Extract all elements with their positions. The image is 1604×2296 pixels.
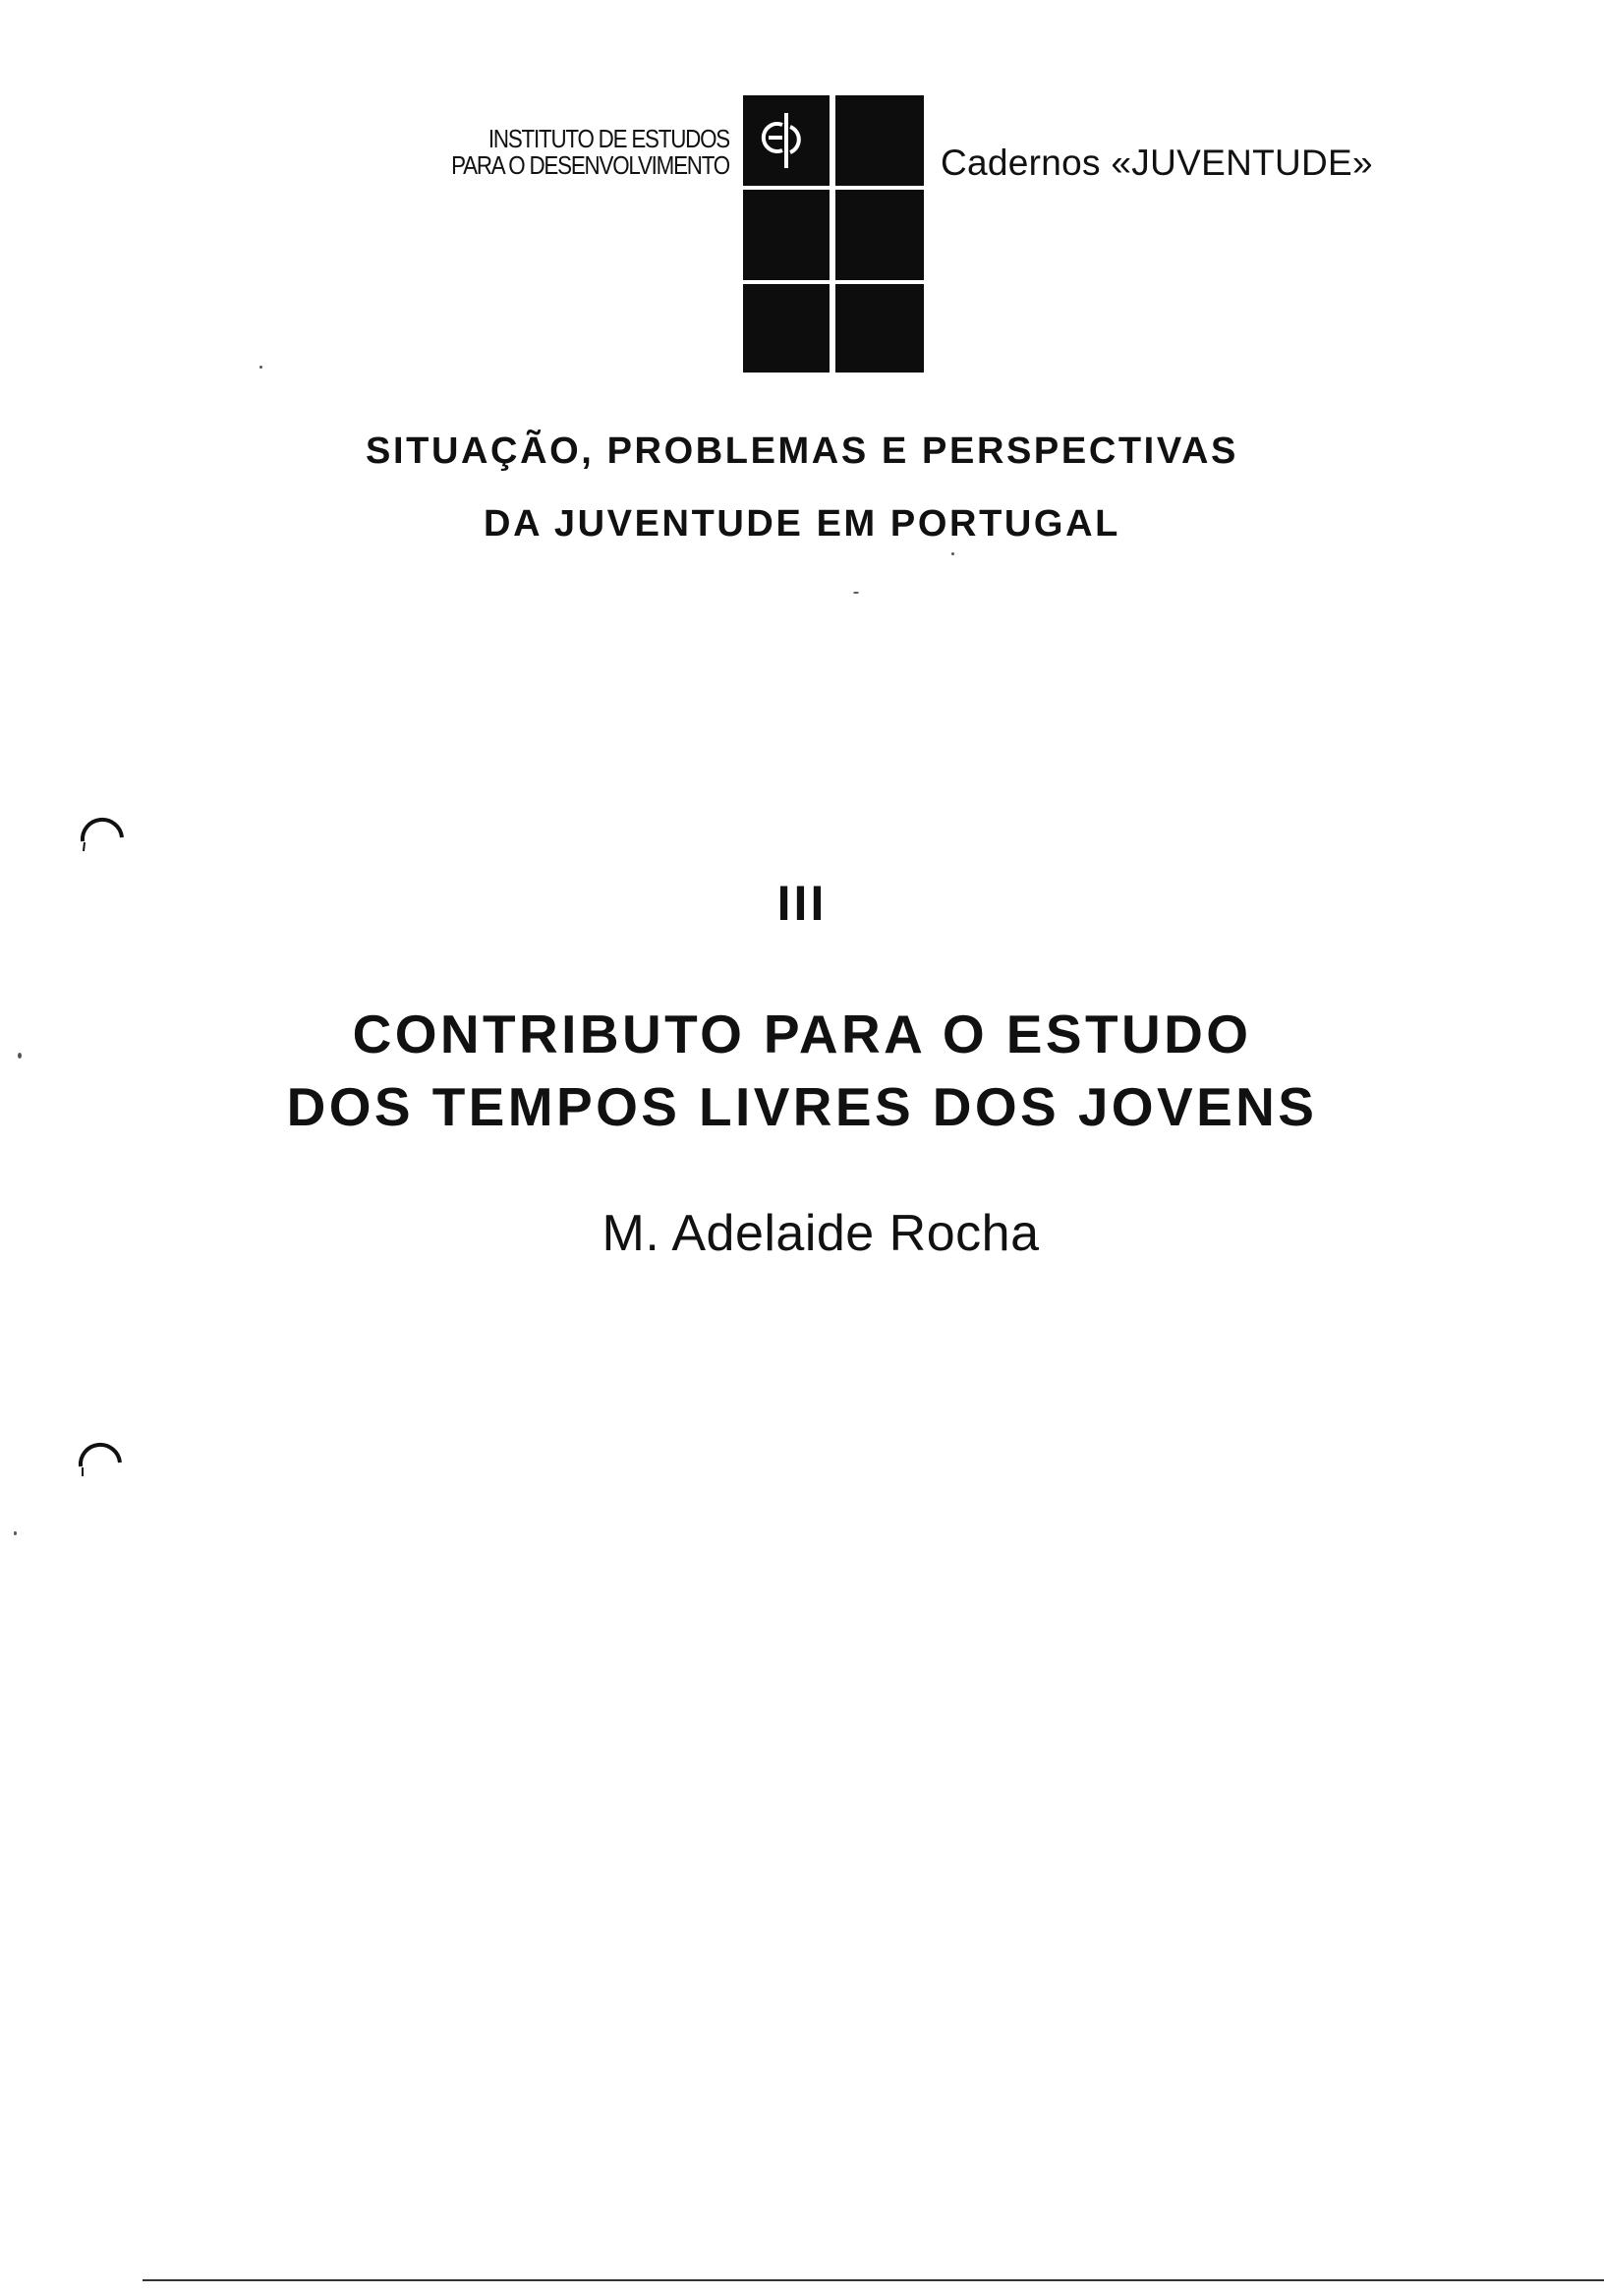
punch-hole-icon [75,812,134,871]
bottom-rule [143,2279,1604,2281]
work-title-line-1: CONTRIBUTO PARA O ESTUDO [352,1004,1252,1064]
punch-hole-icon [75,1435,134,1494]
institute-logo [743,95,924,373]
series-title-line-2: DA JUVENTUDE EM PORTUGAL [484,503,1120,545]
scan-speck [259,366,262,369]
work-title-line-2: DOS TEMPOS LIVRES DOS JOVENS [286,1076,1318,1137]
scan-speck [951,552,954,555]
series-label: Cadernos «JUVENTUDE» [941,143,1373,183]
scan-speck [853,592,859,594]
institute-name-line-2: PARA O DESENVOLVIMENTO [451,150,729,180]
scan-speck [18,1053,22,1059]
institute-name [381,126,729,179]
author-name: M. Adelaide Rocha [602,1205,1040,1262]
institute-name-line-1: INSTITUTO DE ESTUDOS [487,124,729,153]
scan-speck [14,1531,17,1535]
volume-number: III [776,876,828,931]
series-title-line-1: SITUAÇÃO, PROBLEMAS E PERSPECTIVAS [366,430,1238,472]
